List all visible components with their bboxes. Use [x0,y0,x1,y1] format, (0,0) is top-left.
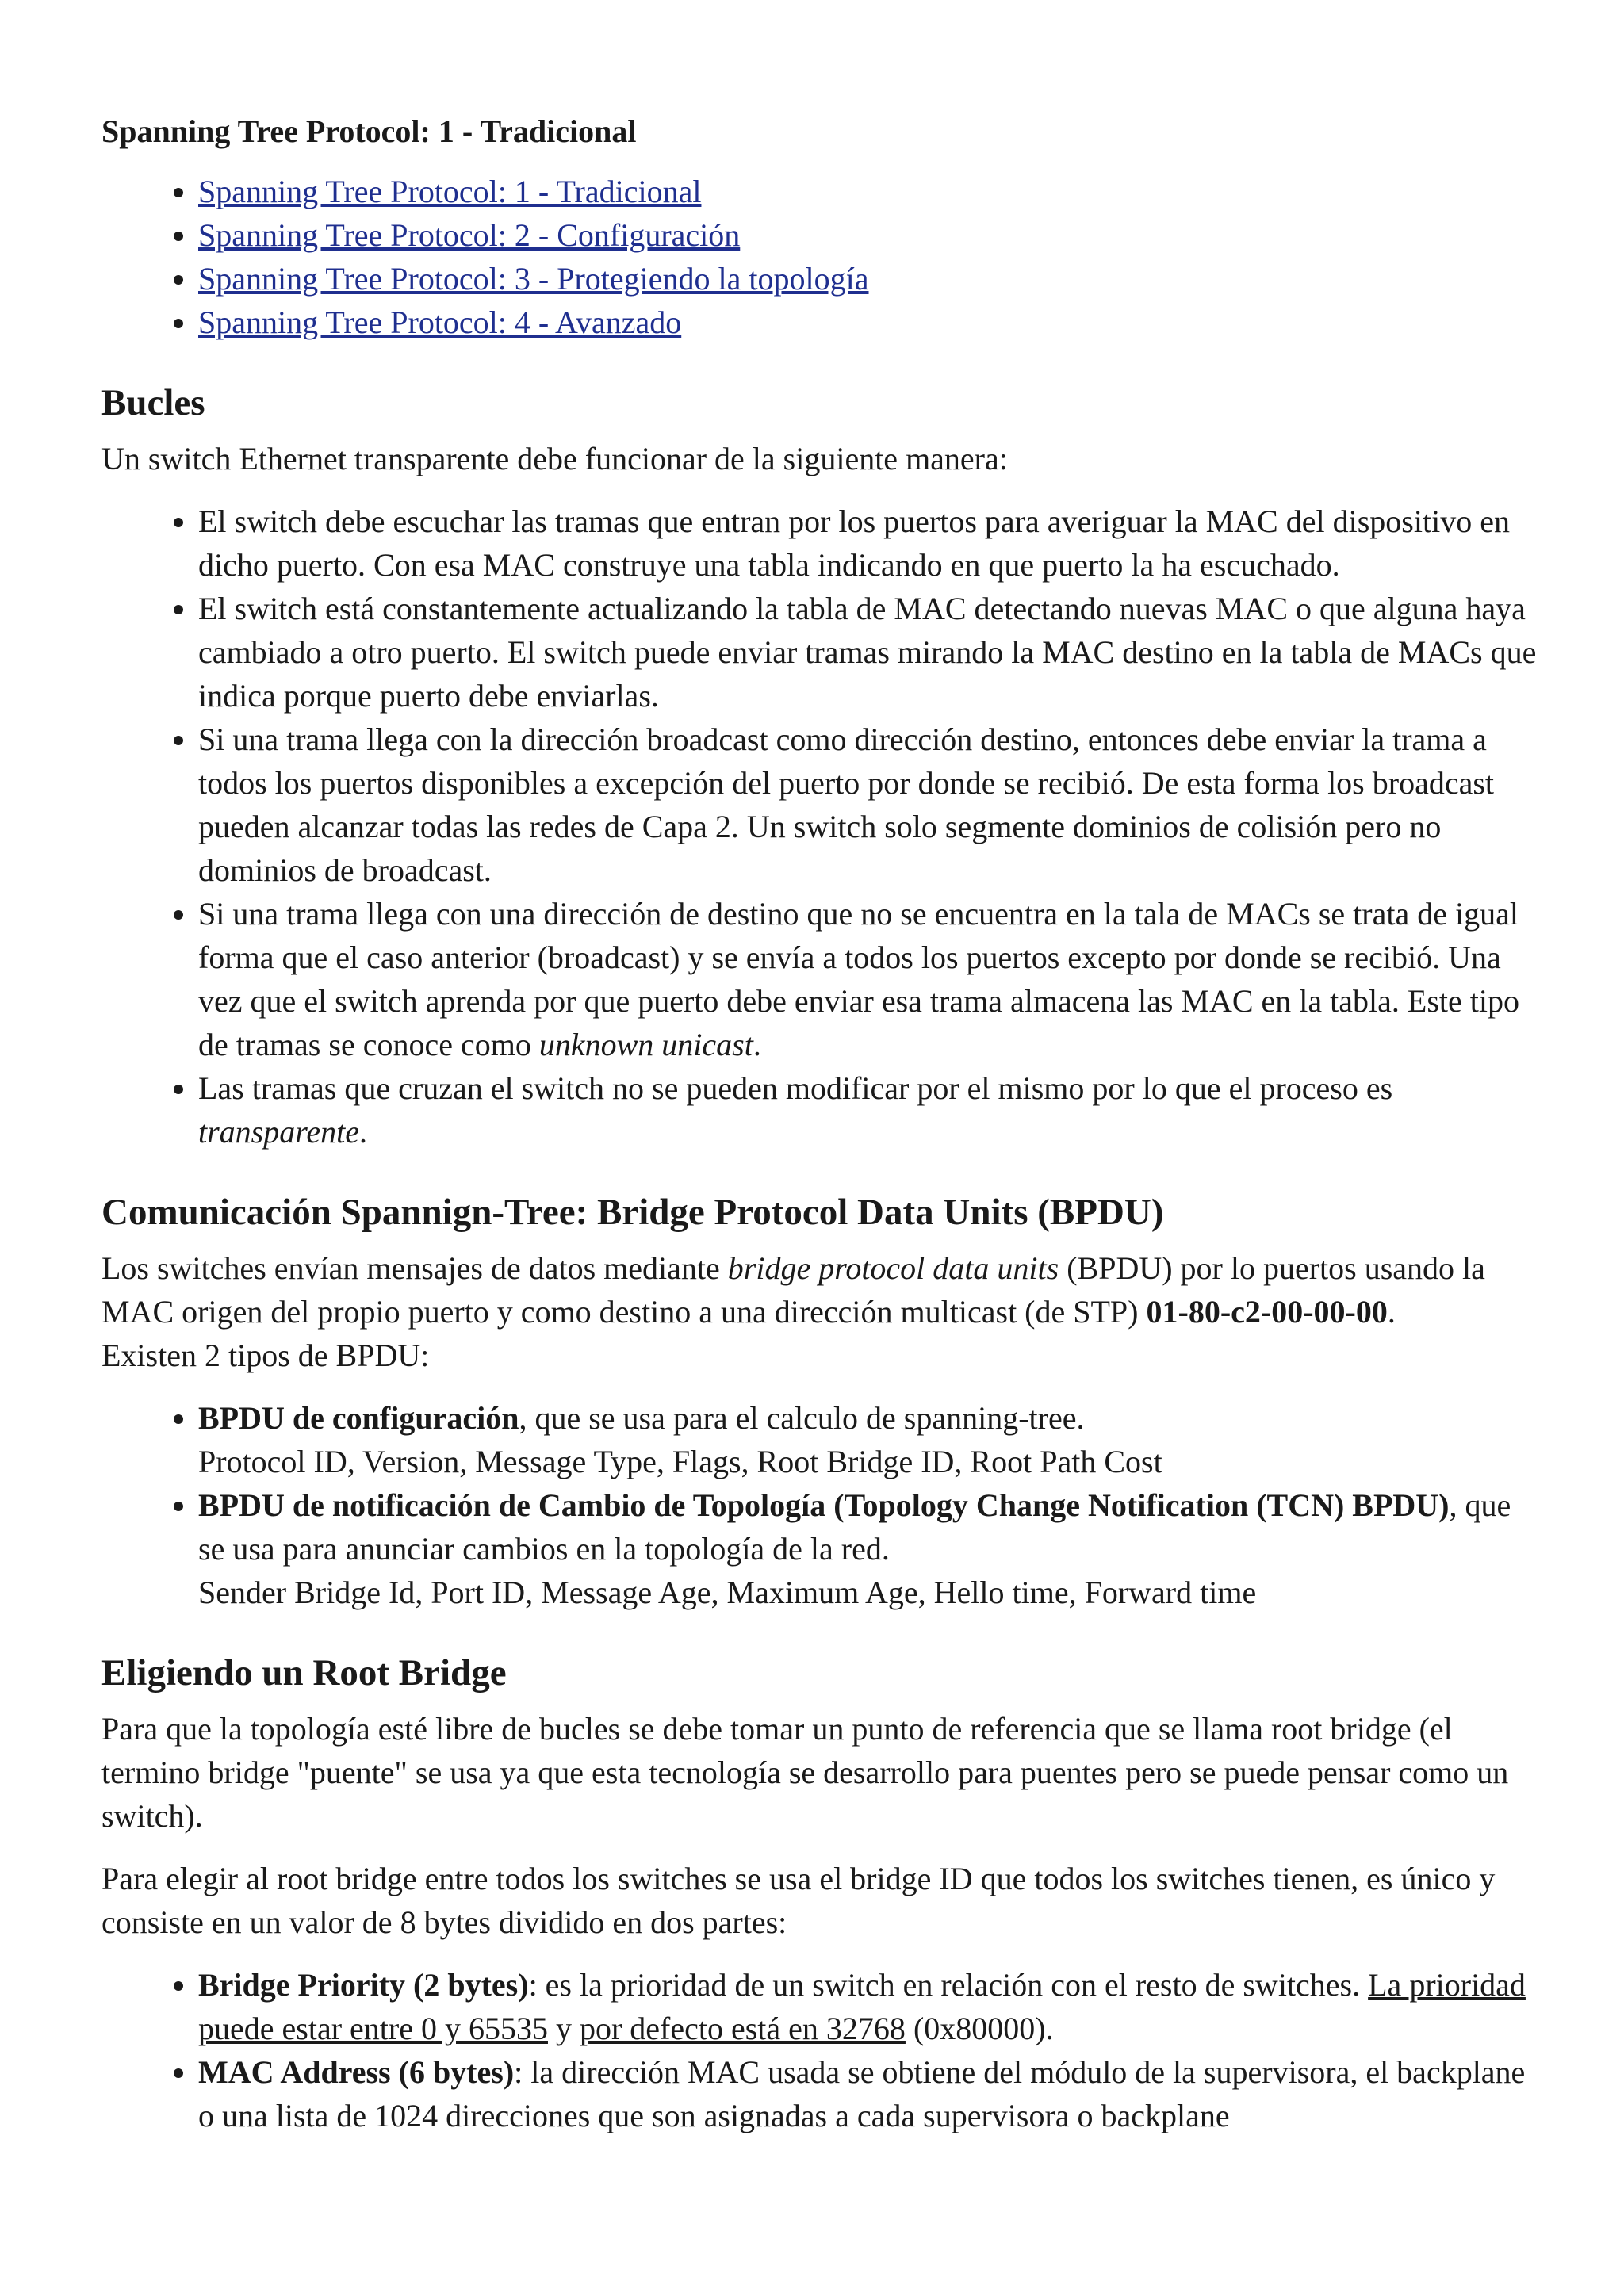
item-emphasis: unknown unicast [538,1027,753,1063]
text: . [1387,1294,1396,1330]
text: Los switches envían mensajes de datos mediante [102,1250,728,1287]
list-item: • El switch está constantemente actualizando la tabla de MAC detectando nuevas MAC o que alguna haya cambiado a otro puerto. El switch puede enviar tramas mirando la MAC destino en la tabla de MACs que indica porque puerto debe enviarlas. [198,587,1545,718]
item-fields: Protocol ID, Version, Message Type, Flags, Root Bridge ID, Root Path Cost [198,1444,1162,1480]
section-heading-bucles: Bucles [102,382,205,423]
list-item [198,1483,1545,1614]
toc-link-4[interactable]: Spanning Tree Protocol: 4 - Avanzado [198,304,682,340]
section-heading-root-bridge: Eligiendo un Root Bridge [102,1652,507,1694]
toc-item [198,257,1545,300]
bucles-list [102,499,1545,1154]
underlined-text: La prioridad puede estar entre 0 y 65535 [198,1967,1526,2047]
toc-item [198,300,1545,344]
item-text: Si una trama llega con una dirección de destino que no se encuentra en la tala de MACs se trata de igual forma que el caso anterior (broadcast) y se envía a todos los puertos excepto por donde se recibió. Una vez que el switch aprenda por que puerto debe enviar esa trama almacena las MAC en la tabla. Este tipo de tramas se conoce como [198,896,1519,1063]
text: Existen 2 tipos de BPDU: [102,1337,430,1374]
item-text: y [547,2011,580,2047]
item-text: : es la prioridad de un switch en relación con el resto de switches. [528,1967,1369,2003]
list-item [198,892,1545,1066]
root-list [102,1963,1545,2137]
item-text-end: . [358,1114,367,1150]
document-title: Spanning Tree Protocol: 1 - Tradicional [102,113,637,149]
item-text: : la dirección MAC usada se obtiene del módulo de la supervisora, el backplane o una lista de 1024 direcciones que son asignadas a cada supervisora o backplane [198,2054,1526,2134]
item-bold: BPDU de notificación de Cambio de Topología (Topology Change Notification (TCN) BPDU) [198,1487,1450,1524]
bpdu-paragraph [102,1246,1545,1377]
list-item: • El switch debe escuchar las tramas que entran por los puertos para averiguar la MAC del dispositivo en dicho puerto. Con esa MAC construye una tabla indicando en que puerto la ha escuchado. [198,499,1545,587]
item-bold: Bridge Priority (2 bytes) [198,1967,529,2003]
list-item [198,2050,1545,2137]
multicast-address: 01-80-c2-00-00-00 [1146,1294,1388,1330]
list-item [198,1396,1545,1483]
item-bold: BPDU de configuración [198,1400,519,1437]
item-text: , que se usa para el calculo de spanning-tree. [519,1400,1085,1437]
section-heading-bpdu: Comunicación Spannign-Tree: Bridge Protocol Data Units (BPDU) [102,1192,1164,1234]
toc-item [198,170,1545,213]
item-fields: Sender Bridge Id, Port ID, Message Age, Maximum Age, Hello time, Forward time [198,1575,1257,1611]
item-bold: MAC Address (6 bytes) [198,2054,515,2091]
underlined-text: por defecto está en 32768 [579,2011,906,2047]
item-emphasis: transparente [198,1114,359,1150]
item-text: , que se usa para anunciar cambios en la topología de la red. [198,1487,1511,1567]
item-text: Las tramas que cruzan el switch no se pueden modificar por el mismo por lo que el proceso es [198,1070,1393,1107]
list-item [198,1963,1545,2050]
list-item: • Si una trama llega con la dirección broadcast como dirección destino, entonces debe enviar la trama a todos los puertos disponibles a excepción del puerto por donde se recibió. De esta forma los broadcast pueden alcanzar todas las redes de Capa 2. Un switch solo segmente dominios de colisión pero no dominios de broadcast. [198,718,1545,892]
toc-item [198,213,1545,257]
list-item [198,1066,1545,1154]
root-paragraph-2: Para elegir al root bridge entre todos los switches se usa el bridge ID que todos los switches tienen, es único y consiste en un valor de 8 bytes dividido en dos partes: [102,1861,1496,1941]
bpdu-list [102,1396,1545,1614]
table-of-contents [102,170,1545,344]
item-text: (0x80000). [905,2011,1054,2047]
text: (BPDU) por lo puertos usando la MAC origen del propio puerto y como destino a una dirección multicast (de STP) [102,1250,1485,1330]
toc-link-3[interactable]: Spanning Tree Protocol: 3 - Protegiendo la topología [198,261,869,297]
bucles-intro: Un switch Ethernet transparente debe funcionar de la siguiente manera: [102,441,1008,477]
toc-link-2[interactable]: Spanning Tree Protocol: 2 - Configuración [198,217,741,253]
root-paragraph-1: Para que la topología esté libre de bucles se debe tomar un punto de referencia que se llama root bridge (el termino bridge "puente" se usa ya que esta tecnología se desarrollo para puentes pero se puede pensar como un switch). [102,1711,1509,1835]
item-text-end: . [753,1027,761,1063]
toc-link-1[interactable]: Spanning Tree Protocol: 1 - Tradicional [198,174,702,209]
emphasis: bridge protocol data units [727,1250,1059,1287]
